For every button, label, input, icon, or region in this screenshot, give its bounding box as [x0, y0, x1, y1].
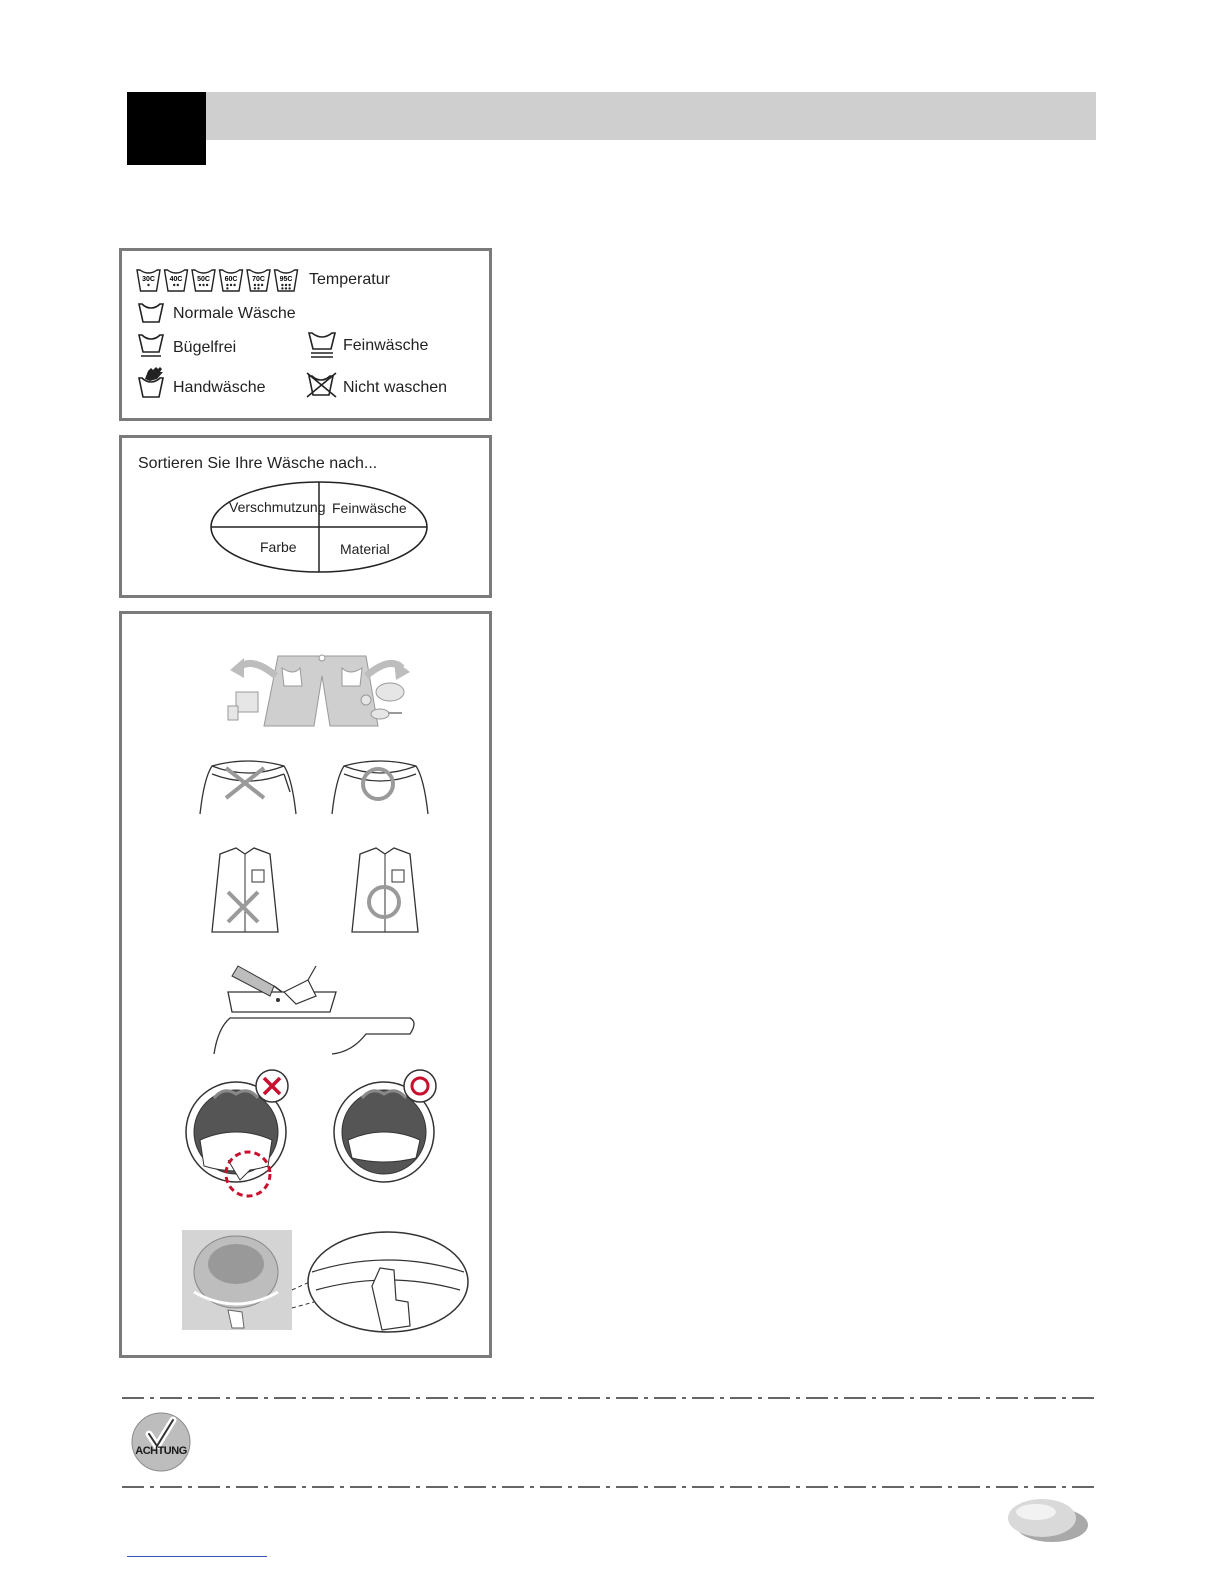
- wash-tub-95C: [275, 270, 298, 291]
- do-not-wash-label: Nicht waschen: [343, 379, 448, 396]
- sorting-title: Sortieren Sie Ihre Wäsche nach...: [138, 455, 378, 472]
- wash-tub-70C: [247, 270, 270, 291]
- temp-dot: [177, 284, 179, 286]
- temp-dot: [226, 287, 228, 289]
- wash-tub-temp-label: 60C: [224, 276, 238, 283]
- shirt-right-illustration: [350, 846, 420, 938]
- sort-color-label: Farbe: [260, 539, 297, 555]
- care-symbols-panel: [119, 248, 492, 421]
- shirt-wrong-illustration: [210, 846, 280, 938]
- temp-dot: [254, 284, 256, 286]
- sorting-panel: [119, 435, 492, 598]
- wash-tub-temp-label: 30C: [142, 276, 155, 283]
- wash-tub-temp-label: 95C: [279, 276, 293, 283]
- normal-wash-icon: [138, 300, 164, 324]
- wash-tub-50C: [192, 270, 215, 291]
- belt-wrong-illustration: [198, 754, 298, 816]
- temp-dot: [288, 287, 290, 289]
- wash-tub-temp-label: 40C: [169, 276, 183, 283]
- temp-dot: [230, 284, 232, 286]
- delicate-wash-icon: [308, 329, 336, 361]
- sort-delicates-label: Feinwäsche: [332, 500, 407, 516]
- sorting-oval-diagram: [209, 480, 429, 574]
- handwash-label: Handwäsche: [173, 379, 266, 396]
- temp-dot: [199, 284, 201, 286]
- drum-wrong-illustration: [184, 1070, 300, 1200]
- temperature-tubs: [136, 267, 301, 293]
- top-dashed-rule: [122, 1397, 1097, 1399]
- section-number-tab: [127, 92, 206, 165]
- temp-dot: [281, 287, 283, 289]
- sort-material-label: Material: [340, 541, 390, 557]
- temp-dot: [257, 287, 259, 289]
- wash-tub-30C: [137, 270, 160, 291]
- temp-dot: [281, 284, 283, 286]
- bottom-dashed-rule: [122, 1486, 1097, 1488]
- footer-link-underline[interactable]: [127, 1556, 267, 1557]
- permanent-press-icon: [138, 331, 164, 359]
- sort-soil-label: Verschmutzung: [229, 499, 326, 515]
- wash-tub-60C: [220, 270, 243, 291]
- belt-right-illustration: [330, 754, 430, 816]
- temp-dot: [202, 284, 204, 286]
- temp-dot: [254, 287, 256, 289]
- handwash-icon: [138, 366, 166, 400]
- temperature-label: Temperatur: [309, 271, 390, 288]
- delicate-wash-label: Feinwäsche: [343, 337, 429, 354]
- temp-dot: [285, 287, 287, 289]
- empty-pockets-illustration: [222, 650, 407, 726]
- wash-tub-temp-label: 50C: [197, 276, 210, 283]
- caution-badge: [131, 1412, 191, 1472]
- temp-dot: [226, 284, 228, 286]
- normal-wash-label: Normale Wäsche: [173, 305, 296, 322]
- temp-dot: [288, 284, 290, 286]
- temp-dot: [285, 284, 287, 286]
- page-number-oval: [1006, 1497, 1090, 1543]
- temp-dot: [147, 284, 149, 286]
- temp-dot: [257, 284, 259, 286]
- wash-tub-40C: [165, 270, 188, 291]
- temp-dot: [173, 284, 175, 286]
- pretreat-stain-illustration: [212, 962, 422, 1056]
- temp-dot: [206, 284, 208, 286]
- illustrations-panel: [119, 611, 492, 1358]
- permanent-press-label: Bügelfrei: [173, 339, 237, 356]
- temp-dot: [233, 284, 235, 286]
- door-seal-illustration: [182, 1230, 472, 1334]
- temp-dot: [261, 284, 263, 286]
- drum-right-illustration: [332, 1070, 448, 1200]
- checkmark-icon: [131, 1412, 191, 1472]
- do-not-wash-icon: [305, 371, 339, 399]
- section-header-bar: [206, 92, 1096, 140]
- caution-label: ACHTUNG: [135, 1445, 187, 1457]
- wash-tub-temp-label: 70C: [252, 276, 265, 283]
